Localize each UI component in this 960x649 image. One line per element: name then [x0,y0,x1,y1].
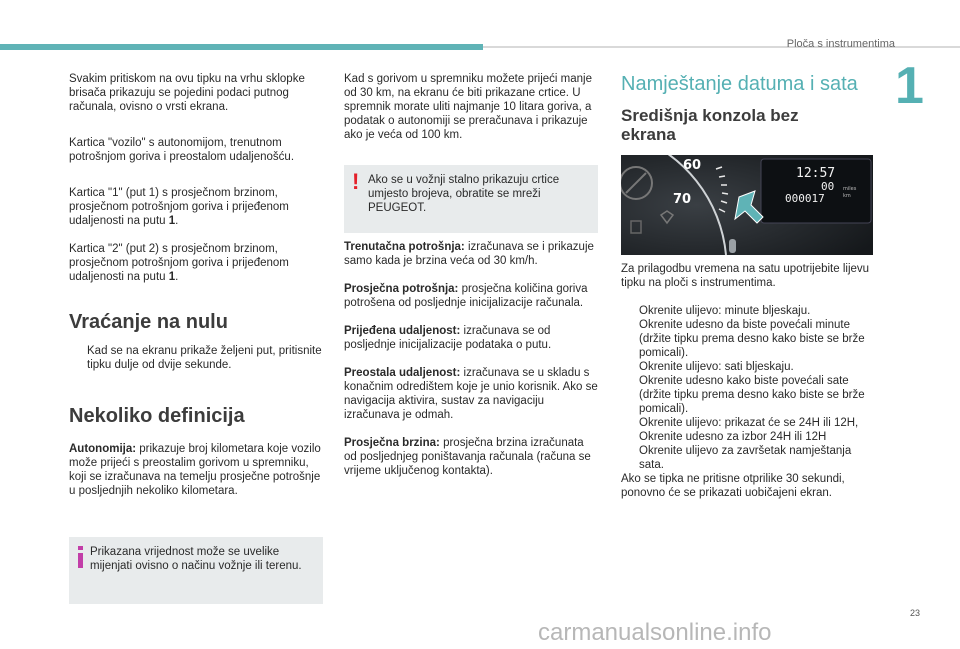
speed-mark-60: 60 [683,158,702,173]
definition-autonomy: Autonomija: prikazuje broj kilometara koje vozilo može prijeći s preostalim gorivom u spremniku, koji se izračunava na temelju prosječne potrošnje u posljednjih nekoliko kilometara. [69,443,321,497]
watermark: carmanualsonline.info [538,619,772,646]
definition: Prosječna brzina: prosječna brzina izračunata od posljednjeg poništavanja računala (računa se vrijeme uključenog kontakta). [344,437,591,477]
paragraph: Ako se tipka ne pritisne otprilike 30 sekundi, ponovno će se prikazati uobičajeni ekran. [621,473,845,499]
paragraph: Svakim pritiskom na ovu tipku na vrhu sklopke brisača prikazuju se pojedini podaci putnog računala, ovisno o vrsti ekrana. [69,73,305,113]
chapter-number: 1 [895,57,924,115]
definition: Prosječna potrošnja: prosječna količina goriva potrošena od posljednje inicijalizacije računala. [344,283,588,309]
column-1 [69,72,324,512]
list-item: Okrenite ulijevo: prikazat će se 24H ili 12H, [621,416,876,430]
section-heading-date-time: Namještanje datuma i sata [621,73,858,95]
bullet-marker-icon [621,430,633,444]
info-text: Prikazana vrijednost može se uvelike mijenjati ovisno o načinu vožnje ili terenu. [90,546,302,572]
list-item: Okrenite udesno da biste povećali minute (držite tipku prema desno kako biste se brže pomicali). [621,318,876,360]
definition: Preostala udaljenost: izračunava se u skladu s konačnim odredištem koje je unio korisnik. Ako se navigacija aktivira, sustav za navigaciju izračunava je odmah. [344,367,598,421]
list-item: Okrenite ulijevo: sati bljeskaju. [621,360,876,374]
speed-mark-70: 70 [673,192,692,207]
warning-icon: ! [352,169,360,194]
list-item: Kad se na ekranu prikaže željeni put, pritisnite tipku dulje od dvije sekunde. [69,344,324,372]
adjust-button-icon [729,239,736,253]
warning-box [344,165,598,233]
bullet-marker-icon [621,304,633,318]
steps-list [621,304,876,472]
instrument-cluster-drawing [621,155,873,255]
column-3 [621,72,876,144]
column-3-body [621,262,876,514]
column-2 [344,72,599,156]
mid-readout: 00 [821,180,835,193]
section-heading-reset: Vraćanje na nulu [69,311,228,333]
bullet-marker-icon [621,416,633,430]
warning-text: Ako se u vožnji stalno prikazuju crtice umjesto brojeva, obratite se mreži PEUGEOT. [368,174,560,214]
paragraph: Kartica "2" (put 2) s prosječnom brzinom, prosječnom potrošnjom goriva i prijeđenom udaljenosti na putu 1. [69,243,289,283]
definition: Trenutačna potrošnja: izračunava se i prikazuje samo kada je brzina veća od 30 km/h. [344,241,594,267]
list-item: Okrenite udesno kako biste povećali sate (držite tipku prema desno kako biste se brže pomicali). [621,374,876,416]
bullet-marker-icon [621,374,633,416]
list-item: Okrenite udesno za izbor 24H ili 12H [621,430,876,444]
section-heading-definitions: Nekoliko definicija [69,405,245,427]
list-item: Okrenite ulijevo: minute bljeskaju. [621,304,876,318]
column-2-definitions [344,240,599,492]
running-head: Ploča s instrumentima [786,38,895,50]
list-item: Okrenite ulijevo za završetak namještanja sata. [621,444,876,472]
instrument-cluster-image [621,155,873,255]
header-accent-bar [0,44,483,50]
unit-km: km [843,193,851,199]
paragraph: Kad s gorivom u spremniku možete prijeći manje od 30 km, na ekranu će biti prikazane crtice. U spremnik morate uliti najmanje 10 litara goriva, a podatak o autonomiji se preračunava i prikazuje ako je veća od 100 km. [344,73,592,141]
definition: Prijeđena udaljenost: izračunava se od posljednje inicijalizacije podataka o putu. [344,325,552,351]
sub-heading-console: Središnja konzola bez ekrana [621,106,799,144]
odometer-readout: 000017 [785,192,825,205]
info-icon [78,546,83,568]
paragraph: Kartica "vozilo" s autonomijom, trenutnom potrošnjom goriva i preostalom udaljenošću. [69,137,295,163]
page-number: 23 [910,608,921,618]
bullet-marker-icon [621,318,633,360]
clock-readout: 12:57 [796,166,836,181]
bullet-marker-icon [69,344,81,372]
paragraph: Kartica "1" (put 1) s prosječnom brzinom, prosječnom potrošnjom goriva i prijeđenom udaljenosti na putu 1. [69,187,289,227]
unit-miles: miles [843,186,857,192]
info-box [69,537,323,604]
bullet-marker-icon [621,360,633,374]
bullet-marker-icon [621,444,633,472]
paragraph: Za prilagodbu vremena na satu upotrijebite lijevu tipku na ploči s instrumentima. [621,263,870,289]
